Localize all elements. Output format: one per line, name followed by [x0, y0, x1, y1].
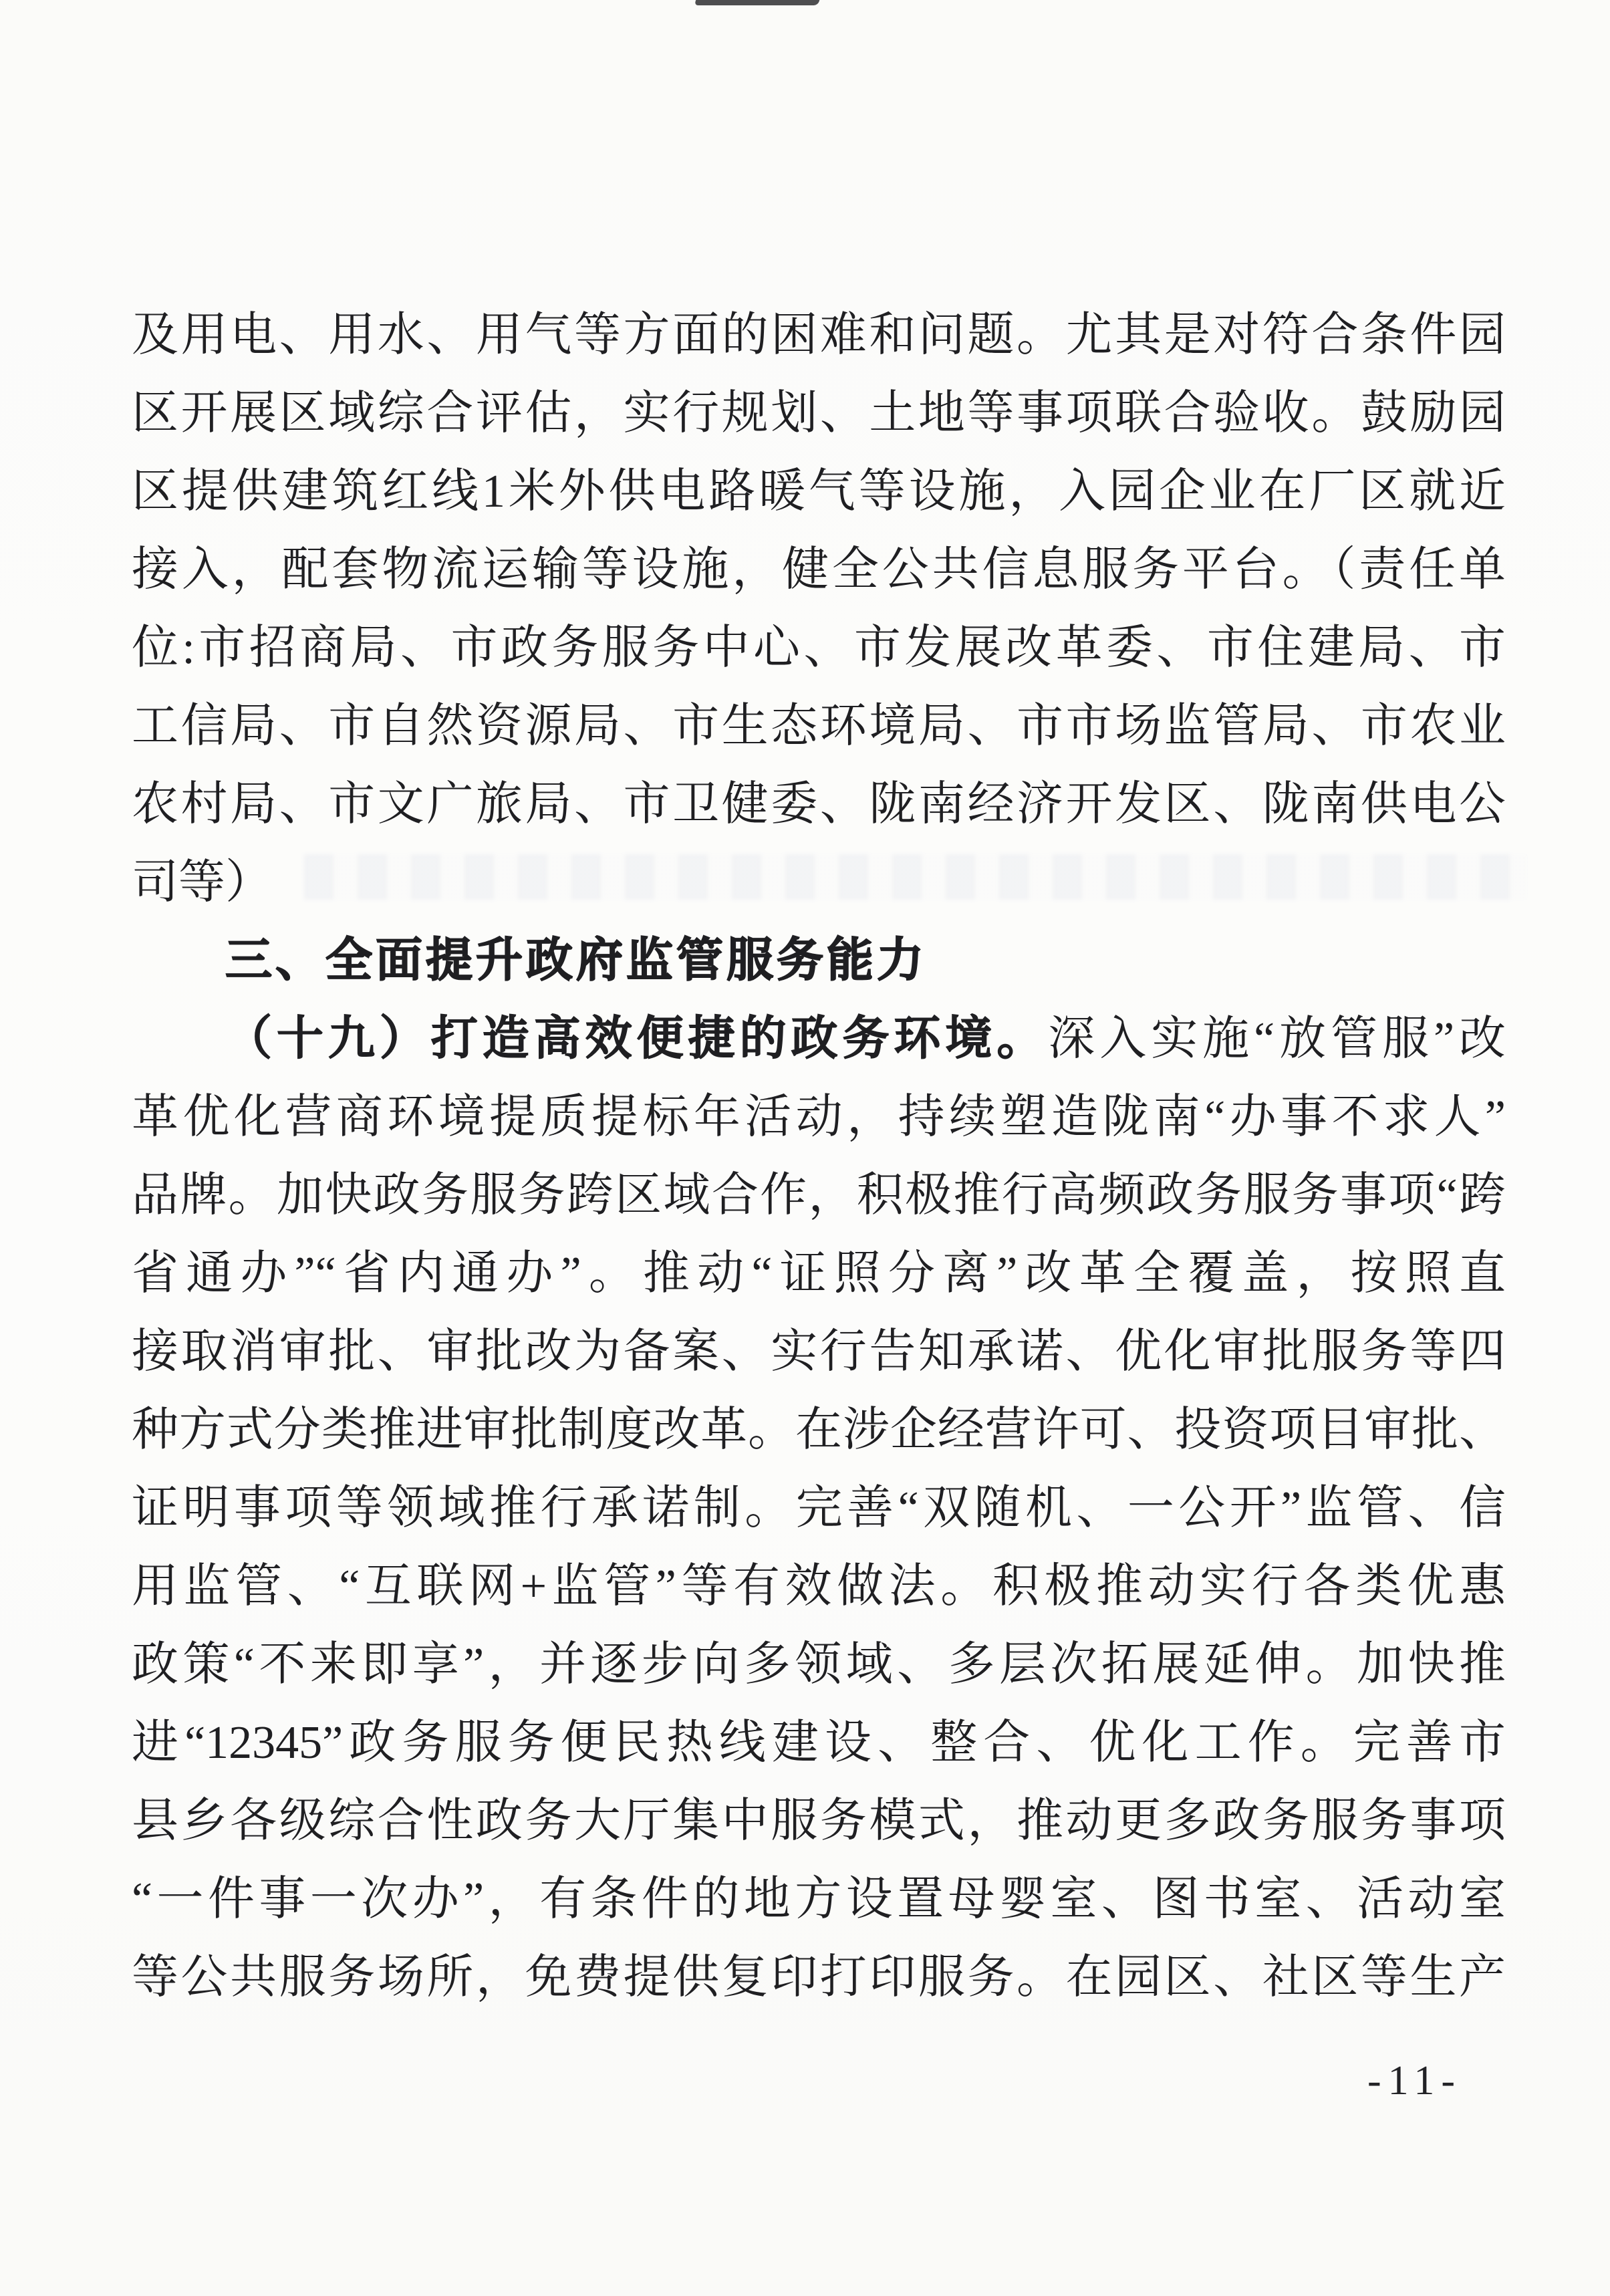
body-line: 政策“不来即享”，并逐步向多领域、多层次拓展延伸。加快推 — [132, 1639, 1506, 1690]
scan-artifact — [694, 0, 820, 5]
clause-19-title: （十九）打造高效便捷的政务环境。 — [225, 1013, 1049, 1065]
body-line-clause-19 — [132, 1000, 1506, 1078]
body-line-paragraph-end: 司等） — [132, 857, 272, 908]
body-line: 品牌。加快政务服务跨区域合作，积极推行高频政务服务事项“跨 — [132, 1170, 1506, 1221]
body-line: 接取消审批、审批改为备案、实行告知承诺、优化审批服务等四 — [132, 1326, 1506, 1378]
body-line: 区开展区域综合评估，实行规划、土地等事项联合验收。鼓励园 — [132, 388, 1506, 439]
body-line: 种方式分类推进审批制度改革。在涉企经营许可、投资项目审批、 — [132, 1404, 1506, 1456]
clause-19-text-start: 深入实施“放管服”改 — [1048, 1013, 1506, 1065]
body-line: 等公共服务场所，免费提供复印打印服务。在园区、社区等生产 — [132, 1952, 1506, 2003]
body-line: “一件事一次办”，有条件的地方设置母婴室、图书室、活动室 — [132, 1874, 1506, 1925]
body-line: 及用电、用水、用气等方面的困难和问题。尤其是对符合条件园 — [132, 309, 1506, 361]
body-line: 接入，配套物流运输等设施，健全公共信息服务平台。（责任单 — [132, 544, 1506, 596]
section-heading: 三、全面提升政府监管服务能力 — [225, 935, 927, 987]
body-line: 区提供建筑红线1米外供电路暖气等设施，入园企业在厂区就近 — [132, 466, 1506, 517]
body-line: 革优化营商环境提质提标年活动，持续塑造陇南“办事不求人” — [132, 1092, 1506, 1143]
body-line: 省通办”“省内通办”。推动“证照分离”改革全覆盖，按照直 — [132, 1248, 1506, 1299]
body-line-responsible-units: 位:市招商局、市政务服务中心、市发展改革委、市住建局、市 — [132, 622, 1506, 674]
body-line-responsible-units: 工信局、市自然资源局、市生态环境局、市市场监管局、市农业 — [132, 700, 1506, 752]
body-line: 证明事项等领域推行承诺制。完善“双随机、一公开”监管、信 — [132, 1483, 1506, 1534]
body-line-responsible-units: 农村局、市文广旅局、市卫健委、陇南经济开发区、陇南供电公 — [132, 779, 1506, 830]
body-line: 进“12345”政务服务便民热线建设、整合、优化工作。完善市 — [132, 1717, 1506, 1769]
body-line: 县乡各级综合性政务大厅集中服务模式，推动更多政务服务事项 — [132, 1795, 1506, 1847]
page-number: -11- — [1367, 2058, 1462, 2103]
body-line: 用监管、“互联网+监管”等有效做法。积极推动实行各类优惠 — [132, 1561, 1506, 1612]
document-body — [132, 296, 1506, 2017]
